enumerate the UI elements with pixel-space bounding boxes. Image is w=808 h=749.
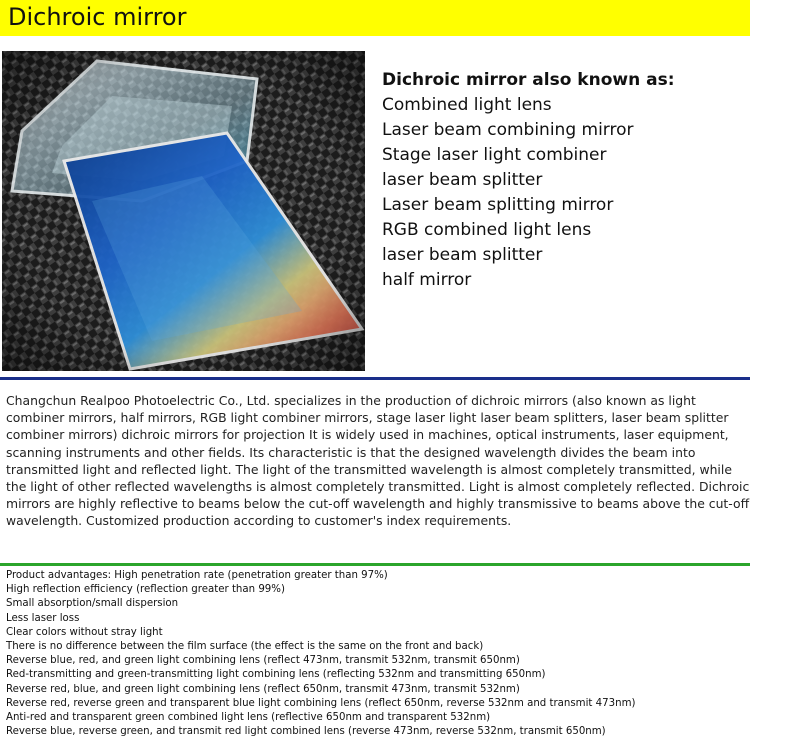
alias-item: laser beam splitter [382,245,543,265]
green-divider [0,563,750,566]
advantage-line: Reverse red, blue, and green light combining lens (reflect 650nm, transmit 473nm, transmit 532nm) [6,683,520,695]
advantage-line: Red-transmitting and green-transmitting light combining lens (reflecting 532nm and transmitting 650nm) [6,669,546,681]
page-title: Dichroic mirror [8,3,187,31]
alias-item: Combined light lens [382,95,552,115]
product-advantages-list [6,569,750,739]
advantage-line: Less laser loss [6,612,80,624]
also-known-as-section [382,68,762,293]
advantage-line: Small absorption/small dispersion [6,598,179,610]
advantage-line: Anti-red and transparent green combined light lens (reflective 650nm and transparent 532nm) [6,712,491,724]
company-description: Changchun Realpoo Photoelectric Co., Ltd. specializes in the production of dichroic mirrors (also known as light combiner mirrors, half mirrors, RGB light combiner mirrors, stage laser light laser beam splitters, laser beam splitter combiner mirrors) dichroic mirrors for projection It is widely used in machines, optical instruments, laser equipment, scanning instruments and other fields. Its characteristic is that the designed wavelength divides the beam into transmitted light and reflected light. The light of the transmitted wavelength is almost completely transmitted, while the light of other reflected wavelengths is almost completely transmitted. Light is almost completely reflected. Dichroic mirrors are highly reflective to beams below the cut-off wavelength and highly transmissive to beams above the cut-off wavelength. Customized production according to customer's index requirements. [6,393,750,529]
title-bar [0,0,750,36]
blue-divider [0,377,750,380]
dichroic-mirror-photo [2,51,365,371]
advantage-line: There is no difference between the film surface (the effect is the same on the front and back) [6,641,484,653]
alias-item: RGB combined light lens [382,220,592,240]
alias-item: Laser beam combining mirror [382,120,634,140]
alias-item: laser beam splitter [382,170,543,190]
advantage-line: Reverse blue, reverse green, and transmit red light combined lens (reverse 473nm, reverse 532nm, transmit 650nm) [6,726,606,738]
alias-item: Stage laser light combiner [382,145,607,165]
advantage-line: Reverse blue, red, and green light combining lens (reflect 473nm, transmit 532nm, transmit 650nm) [6,655,520,667]
also-known-as-heading: Dichroic mirror also known as: [382,70,675,90]
advantage-line: Clear colors without stray light [6,626,163,638]
advantage-line: Reverse red, reverse green and transparent blue light combining lens (reflect 650nm, reverse 532nm and transmit 473nm) [6,697,636,709]
alias-item: Laser beam splitting mirror [382,195,614,215]
advantage-line: Product advantages: High penetration rate (penetration greater than 97%) [6,570,388,581]
advantage-line: High reflection efficiency (reflection greater than 99%) [6,584,285,596]
alias-item: half mirror [382,270,472,290]
